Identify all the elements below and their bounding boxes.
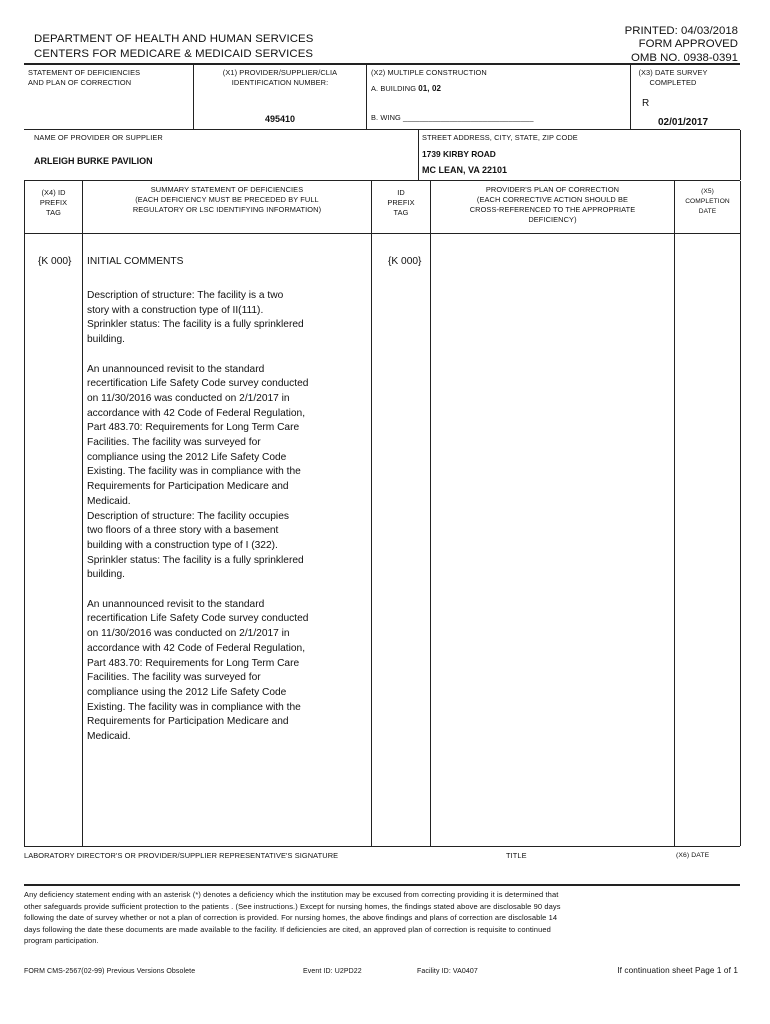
provider-id-label: (X1) PROVIDER/SUPPLIER/CLIA IDENTIFICATION NUMBER: (222, 68, 338, 87)
divider (24, 233, 740, 234)
director-signature-label: LABORATORY DIRECTOR'S OR PROVIDER/SUPPLIER REPRESENTATIVE'S SIGNATURE (24, 851, 339, 860)
form-number: FORM CMS-2567(02-99) Previous Versions Obsolete (24, 968, 196, 975)
provider-id-value: 495410 (264, 114, 296, 124)
plan-header: PROVIDER'S PLAN OF CORRECTION (EACH CORRECTIVE ACTION SHOULD BE CROSS-REFERENCED TO THE APPROPRIATE DEFICIENCY) (469, 185, 636, 224)
divider (24, 129, 740, 130)
survey-date: 02/01/2017 (658, 117, 709, 128)
date-label: (X6) DATE (676, 852, 710, 859)
divider (371, 181, 372, 846)
divider (24, 846, 740, 847)
divider (24, 180, 740, 181)
address-line1: 1739 KIRBY ROAD (422, 149, 496, 159)
provider-name: ARLEIGH BURKE PAVILION (34, 156, 153, 166)
page-indicator: If continuation sheet Page 1 of 1 (617, 966, 738, 975)
divider (740, 130, 741, 180)
divider (418, 130, 419, 180)
id-header: ID PREFIX TAG (387, 188, 415, 217)
deficiency-title: INITIAL COMMENTS (87, 256, 184, 267)
printed-date: PRINTED: 04/03/2018 (624, 25, 738, 37)
divider (24, 884, 740, 886)
divider (630, 64, 631, 130)
divider (430, 181, 431, 846)
paragraph: An unannounced revisit to the standard recertification Life Safety Code survey conducted on 11/30/2016 was conducted on 2/1/2017 in accordance with 42 Code of Federal Regulation, Part 483.70: Requirements for Long Term Care Facilities. The facility was surveyed for compliance using the 2012 Life Safety Code Existing. The facility was in compliance with the Requirements for Participation Medicare and Medicaid. Description of structure: The facility occupies two floors of a three story with a basement building with a construction type of I (322). Sprinkler status: The facility is a fully sprinklered building. (87, 363, 309, 581)
deficiency-text (87, 289, 367, 759)
wing-label: B. WING _______________________________ (371, 113, 534, 122)
date-survey-label: (X3) DATE SURVEY COMPLETED (638, 68, 708, 87)
building-value: 01, 02 (418, 84, 442, 93)
event-id: Event ID: U2PD22 (303, 968, 362, 975)
plan-tag: {K 000} (388, 256, 422, 267)
divider (24, 181, 25, 846)
statement-label: STATEMENT OF DEFICIENCIES AND PLAN OF CORRECTION (28, 68, 141, 87)
divider (674, 181, 675, 846)
omb-number: OMB NO. 0938-0391 (631, 52, 738, 64)
building-label: A. BUILDING (371, 84, 417, 93)
x4-header: (X4) ID PREFIX TAG (39, 188, 68, 217)
summary-header: SUMMARY STATEMENT OF DEFICIENCIES (EACH DEFICIENCY MUST BE PRECEDED BY FULL REGULATORY OR LSC IDENTIFYING INFORMATION) (132, 185, 322, 214)
top-border (24, 63, 740, 65)
paragraph: An unannounced revisit to the standard recertification Life Safety Code survey conducted on 11/30/2016 was conducted on 2/1/2017 in accordance with 42 Code of Federal Regulation, Part 483.70: Requirements for Long Term Care Facilities. The facility was surveyed for compliance using the 2012 Life Safety Code Existing. The facility was in compliance with the Requirements for Participation Medicare and Medicaid. (87, 598, 309, 743)
divider (740, 181, 741, 846)
multiple-construction-label: (X2) MULTIPLE CONSTRUCTION (371, 68, 487, 77)
survey-status: R (642, 98, 650, 109)
provider-name-label: NAME OF PROVIDER OR SUPPLIER (34, 133, 163, 142)
paragraph: Description of structure: The facility is a two story with a construction type of II(111). Sprinkler status: The facility is a fully sprinklered building. (87, 290, 304, 346)
department-name: DEPARTMENT OF HEALTH AND HUMAN SERVICES (34, 33, 314, 45)
divider (82, 181, 83, 846)
deficiency-tag: {K 000} (38, 256, 72, 267)
title-label: TITLE (506, 851, 527, 860)
x5-header: (X5) COMPLETION DATE (685, 188, 730, 215)
building-row (371, 84, 441, 94)
address-line2: MC LEAN, VA 22101 (422, 165, 508, 175)
centers-name: CENTERS FOR MEDICARE & MEDICAID SERVICES (34, 48, 314, 60)
agency-header (34, 32, 313, 62)
form-approved: FORM APPROVED (638, 38, 738, 50)
form-meta (625, 25, 738, 65)
disclaimer: Any deficiency statement ending with an asterisk (*) denotes a deficiency which the institution may be excused from correcting providing it is determined that other safeguards provide sufficient protection to the patients . (See instructions.) Except for nursing homes, the findings stated above are disclosable 90 days following the date of survey whether or not a plan of correction is provided. For nursing homes, the above findings and plans of correction are disclosable 14 days following the date these documents are made available to the facility. If deficiencies are cited, an approved plan of correction is requisite to continued program participation. (24, 890, 561, 946)
facility-id: Facility ID: VA0407 (417, 968, 478, 975)
address-label: STREET ADDRESS, CITY, STATE, ZIP CODE (422, 133, 578, 142)
divider (366, 64, 367, 130)
